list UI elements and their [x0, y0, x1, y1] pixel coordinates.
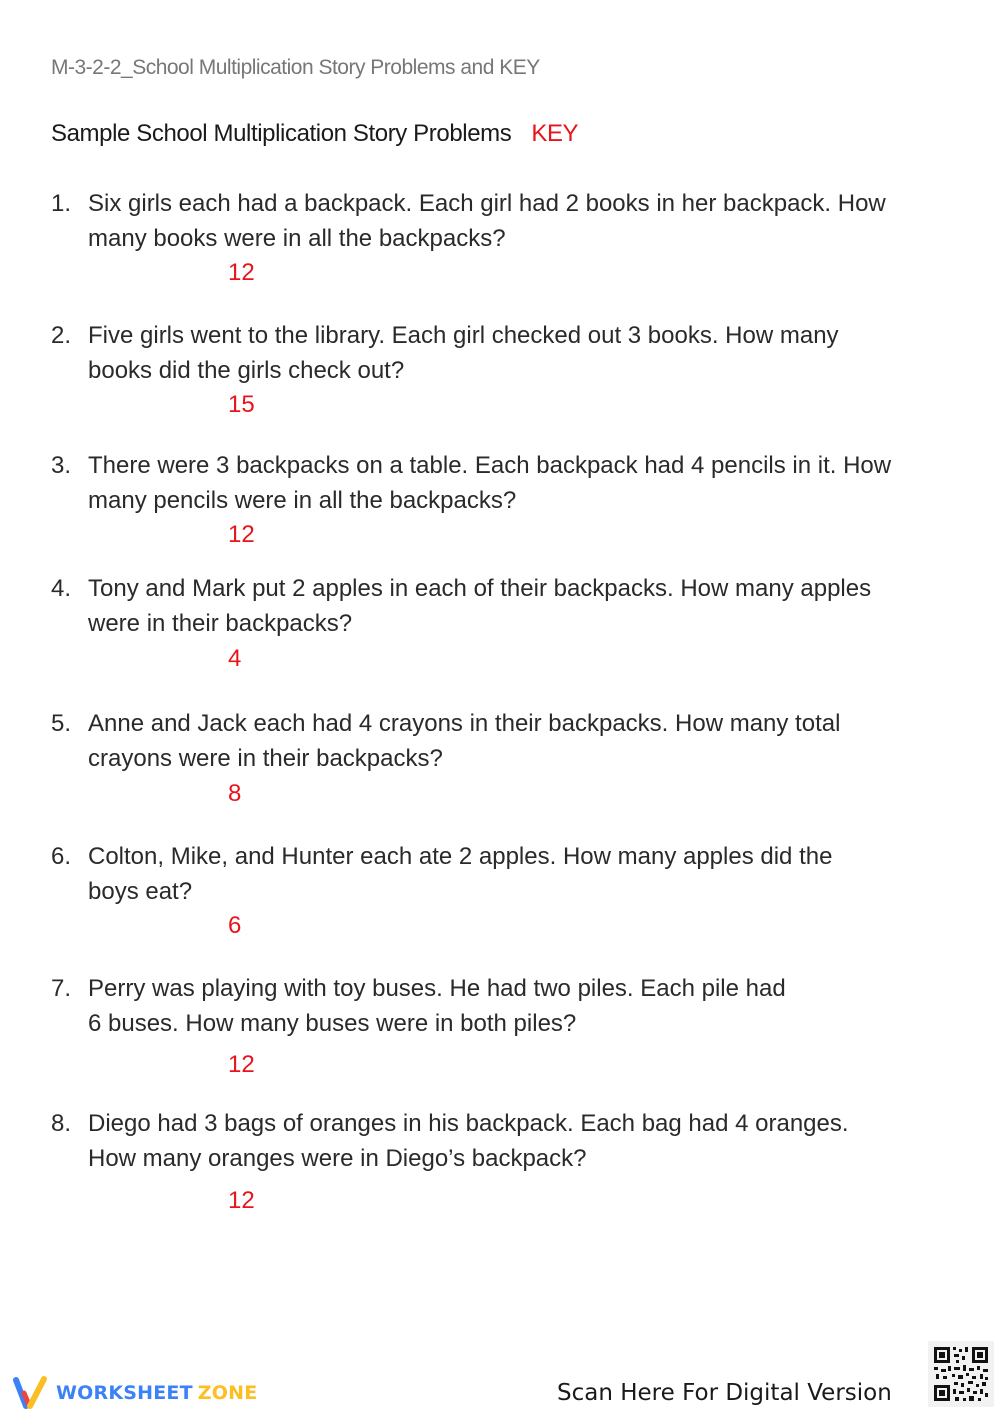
- answer-1: 12: [228, 259, 255, 286]
- problem-text-line2: crayons were in their backpacks?: [88, 745, 443, 772]
- page-heading: [51, 120, 578, 148]
- answer-8: 12: [228, 1187, 255, 1214]
- problem-number: 4.: [51, 575, 72, 602]
- problem-5: [51, 706, 971, 776]
- key-label: KEY: [531, 120, 579, 147]
- problem-number: 8.: [51, 1110, 72, 1137]
- scan-text: Scan Here For Digital Version: [557, 1380, 892, 1406]
- problem-6: [51, 839, 971, 909]
- problem-text-line1: Six girls each had a backpack. Each girl had 2 books in her backpack. How: [88, 190, 886, 217]
- file-title: M-3-2-2_School Multiplication Story Problems and KEY: [51, 56, 540, 79]
- problem-4: [51, 571, 971, 641]
- problem-number: 2.: [51, 322, 72, 349]
- heading-title: Sample School Multiplication Story Problems: [51, 120, 512, 147]
- problem-number: 3.: [51, 452, 72, 479]
- problem-text-line1: Colton, Mike, and Hunter each ate 2 apples. How many apples did the: [88, 843, 833, 870]
- problem-number: 1.: [51, 190, 72, 217]
- answer-4: 4: [228, 645, 242, 672]
- qr-code-icon[interactable]: [928, 1341, 994, 1407]
- problem-text-line2: were in their backpacks?: [88, 610, 353, 637]
- problem-1: [51, 186, 971, 256]
- answer-2: 15: [228, 391, 255, 418]
- problem-text-line2: How many oranges were in Diego’s backpack?: [88, 1145, 587, 1172]
- problem-text-line1: Diego had 3 bags of oranges in his backpack. Each bag had 4 oranges.: [88, 1110, 849, 1137]
- problem-number: 7.: [51, 975, 72, 1002]
- problem-text-line1: Tony and Mark put 2 apples in each of their backpacks. How many apples: [88, 575, 872, 602]
- problem-7: [51, 971, 971, 1041]
- problem-2: [51, 318, 971, 388]
- problem-text-line2: boys eat?: [88, 878, 193, 905]
- answer-3: 12: [228, 521, 255, 548]
- problem-8: [51, 1106, 971, 1176]
- problem-number: 5.: [51, 710, 72, 737]
- problem-text-line2: books did the girls check out?: [88, 357, 405, 384]
- problem-text-line1: Anne and Jack each had 4 crayons in their backpacks. How many total: [88, 710, 841, 737]
- answer-5: 8: [228, 780, 242, 807]
- problem-text-line2: many books were in all the backpacks?: [88, 225, 506, 252]
- answer-7: 12: [228, 1051, 255, 1078]
- problem-text-line1: There were 3 backpacks on a table. Each backpack had 4 pencils in it. How: [88, 452, 892, 479]
- logo-text: WORKSHEET ZONE: [56, 1382, 258, 1404]
- problem-number: 6.: [51, 843, 72, 870]
- problem-3: [51, 448, 971, 518]
- worksheetzone-logo[interactable]: [10, 1375, 257, 1411]
- answer-6: 6: [228, 912, 242, 939]
- problem-text-line2: 6 buses. How many buses were in both piles?: [88, 1010, 577, 1037]
- problem-text-line2: many pencils were in all the backpacks?: [88, 487, 517, 514]
- problem-text-line1: Five girls went to the library. Each girl checked out 3 books. How many: [88, 322, 839, 349]
- problem-text-line1: Perry was playing with toy buses. He had two piles. Each pile had: [88, 975, 786, 1002]
- logo-mark-icon: [10, 1375, 50, 1411]
